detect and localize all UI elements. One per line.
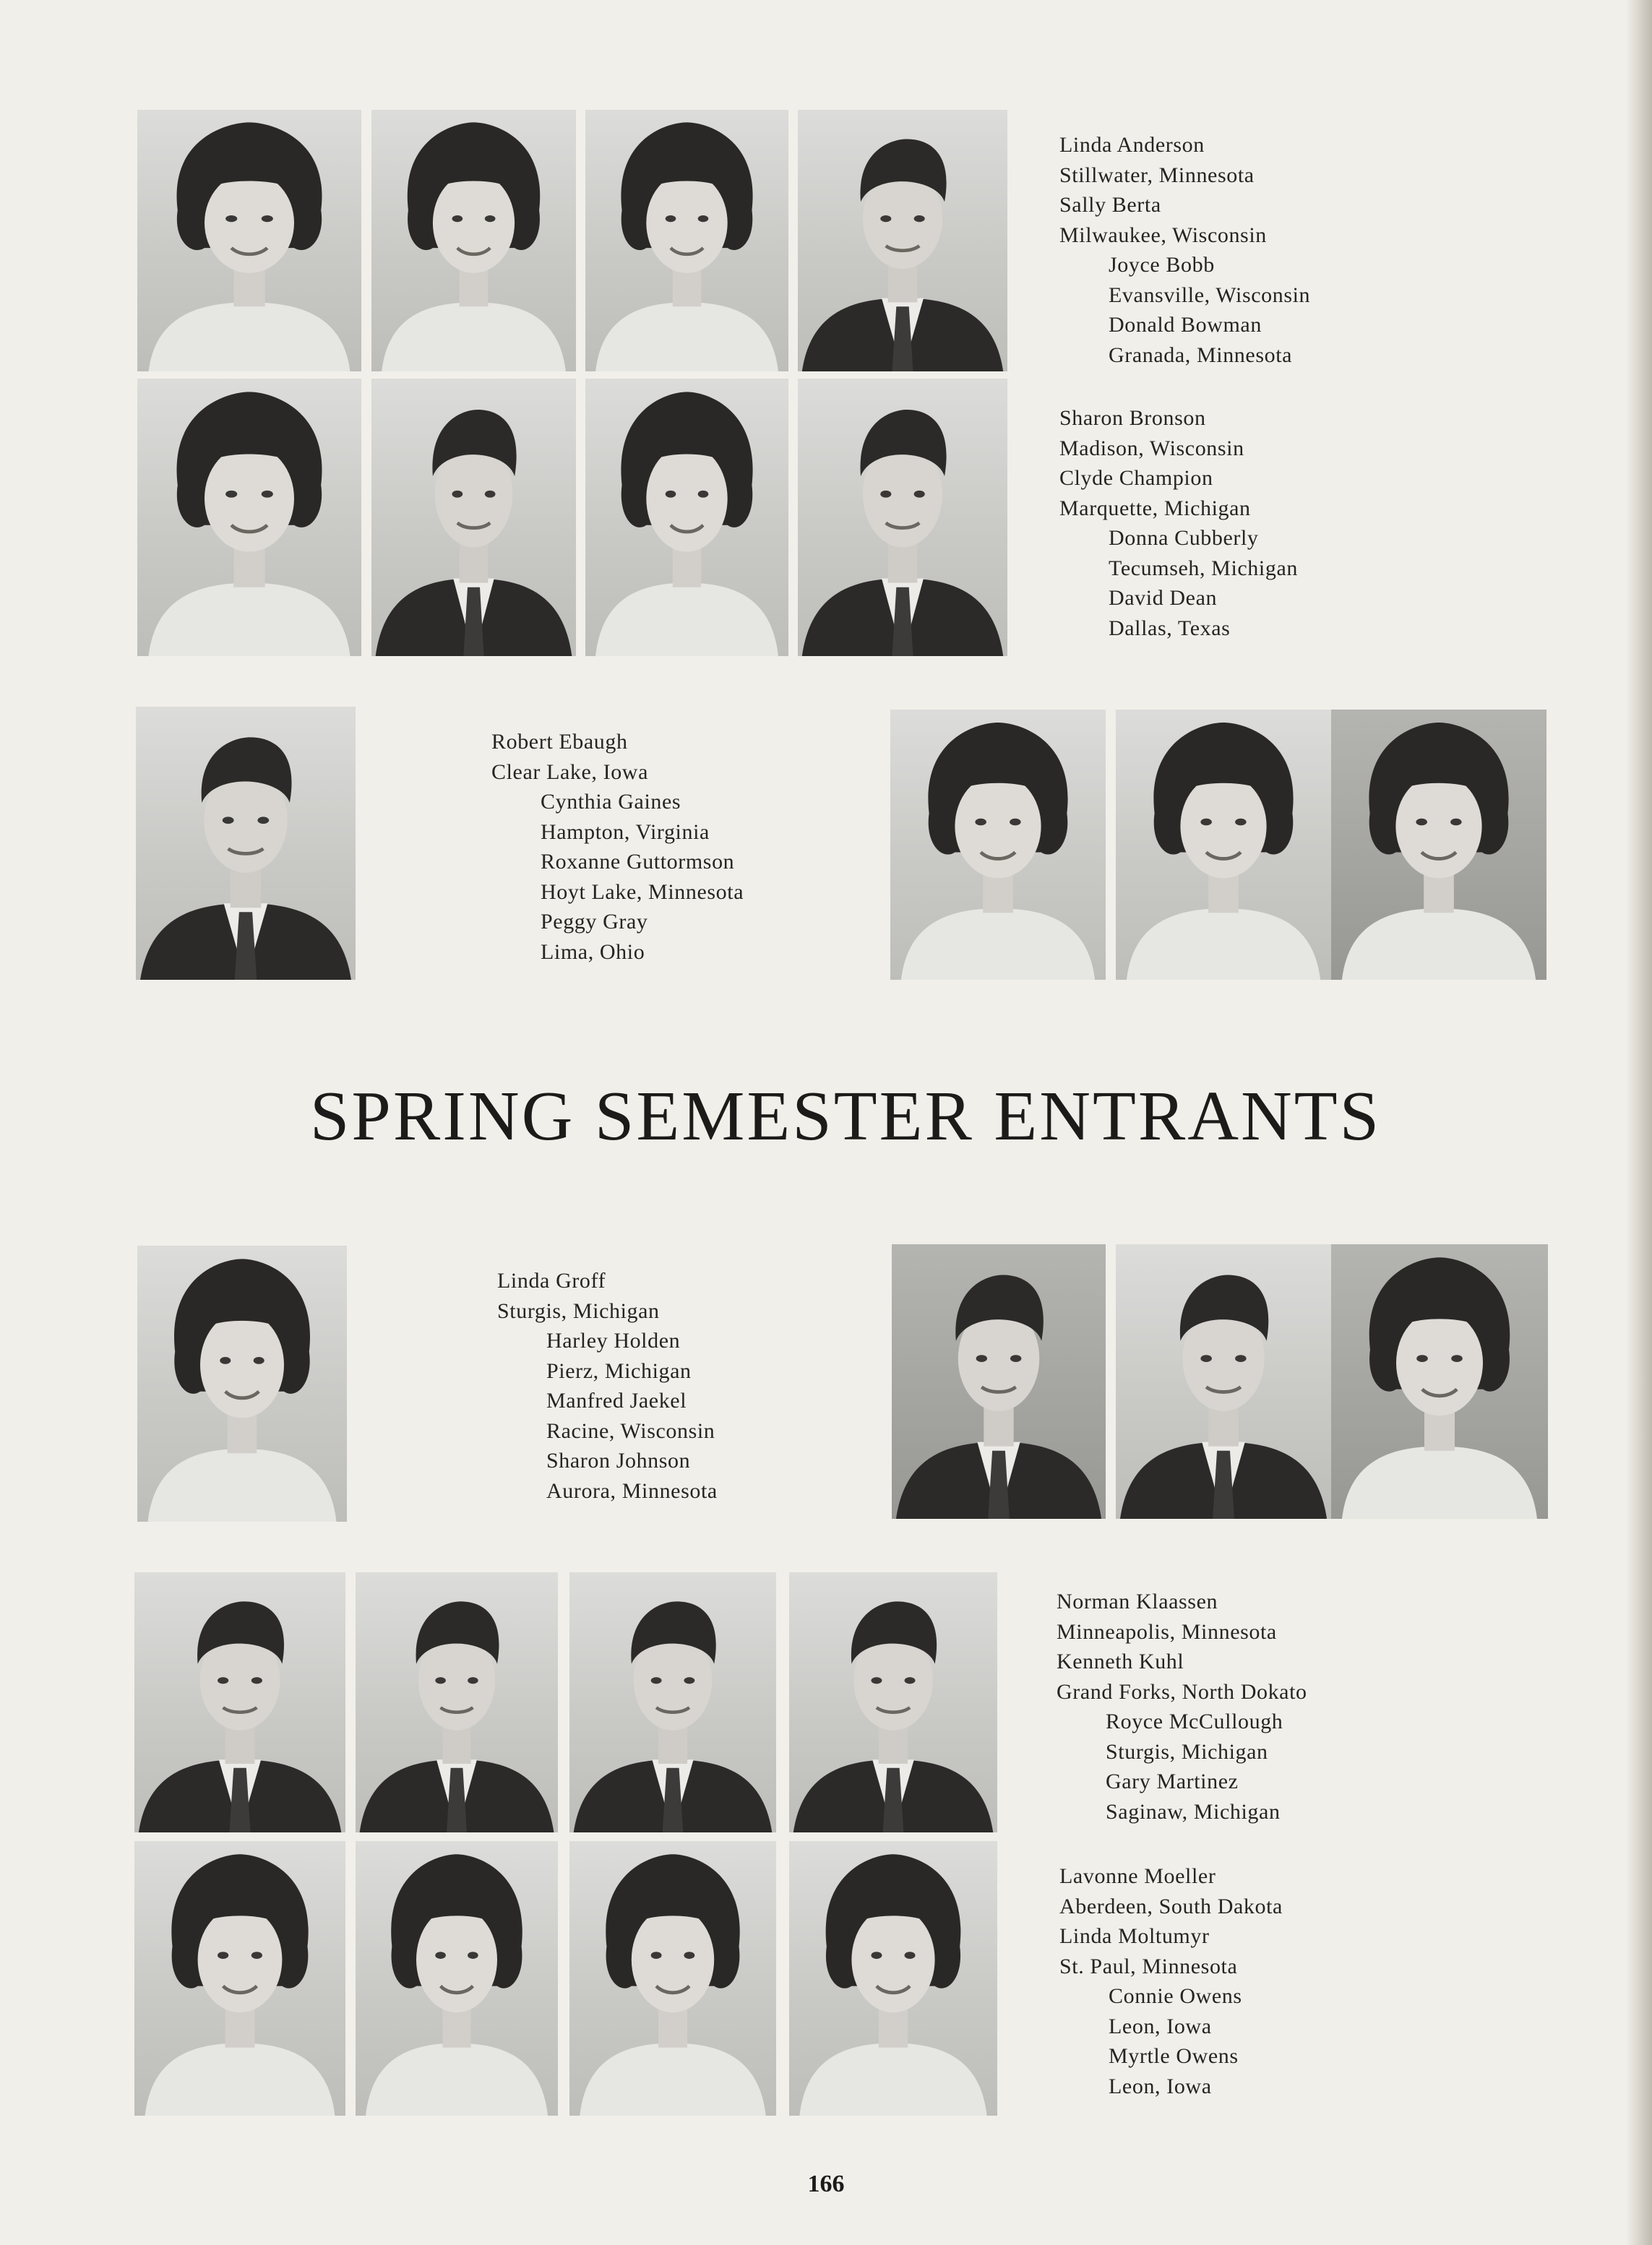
student-name: Robert Ebaugh	[491, 730, 628, 754]
student-name: Joyce Bobb	[1109, 253, 1215, 277]
student-name: David Dean	[1109, 586, 1218, 610]
student-portrait-photo	[789, 1572, 997, 1832]
student-hometown: Madison, Wisconsin	[1059, 436, 1244, 460]
page-number: 166	[807, 2171, 845, 2197]
student-name: Cynthia Gaines	[541, 790, 681, 814]
student-name: Gary Martinez	[1106, 1770, 1239, 1793]
student-entry	[491, 787, 744, 847]
student-hometown: Clear Lake, Iowa	[491, 759, 648, 784]
student-name: Royce McCullough	[1106, 1710, 1283, 1733]
student-entry	[1057, 1587, 1307, 1647]
student-portrait-photo	[1116, 1244, 1331, 1519]
student-hometown: Hoyt Lake, Minnesota	[541, 879, 744, 904]
student-entry	[1059, 403, 1298, 463]
student-name: Linda Moltumyr	[1059, 1924, 1210, 1948]
student-hometown: Leon, Iowa	[1109, 2014, 1212, 2038]
student-name: Harley Holden	[546, 1329, 681, 1353]
student-hometown: St. Paul, Minnesota	[1059, 1954, 1238, 1978]
student-hometown: Grand Forks, North Dokato	[1057, 1679, 1307, 1704]
student-portrait-photo	[1331, 1244, 1548, 1519]
caption-group-5	[1057, 1587, 1307, 1827]
student-portrait-photo	[137, 1246, 347, 1522]
student-hometown: Saginaw, Michigan	[1106, 1799, 1281, 1824]
student-entry	[1059, 2041, 1283, 2101]
student-hometown: Leon, Iowa	[1109, 2074, 1212, 2098]
student-entry	[1059, 1921, 1283, 1981]
student-portrait-photo	[585, 379, 788, 656]
student-portrait-photo	[569, 1572, 776, 1832]
student-hometown: Marquette, Michigan	[1059, 496, 1251, 520]
student-portrait-photo	[356, 1841, 558, 2116]
student-portrait-photo	[890, 710, 1106, 980]
student-entry	[491, 907, 744, 967]
student-portrait-photo	[356, 1572, 558, 1832]
student-entry	[1057, 1767, 1307, 1827]
student-entry	[497, 1326, 718, 1386]
student-hometown: Sturgis, Michigan	[1106, 1739, 1268, 1764]
student-entry	[497, 1266, 718, 1326]
student-name: Donald Bowman	[1109, 313, 1262, 337]
student-portrait-photo	[134, 1841, 345, 2116]
student-portrait-photo	[789, 1841, 997, 2116]
student-name: Linda Groff	[497, 1269, 606, 1293]
student-hometown: Dallas, Texas	[1109, 616, 1231, 640]
student-portrait-photo	[585, 110, 788, 371]
student-name: Myrtle Owens	[1109, 2044, 1239, 2068]
student-name: Lavonne Moeller	[1059, 1864, 1216, 1888]
student-entry	[1057, 1707, 1307, 1767]
student-hometown: Evansville, Wisconsin	[1109, 283, 1311, 307]
student-portrait-photo	[1116, 710, 1331, 980]
student-portrait-photo	[798, 110, 1007, 371]
student-name: Peggy Gray	[541, 910, 648, 934]
student-hometown: Milwaukee, Wisconsin	[1059, 223, 1267, 247]
student-name: Sharon Johnson	[546, 1449, 691, 1473]
student-portrait-photo	[134, 1572, 345, 1832]
student-hometown: Pierz, Michigan	[546, 1358, 692, 1383]
student-entry	[1059, 1861, 1283, 1921]
student-portrait-photo	[137, 379, 361, 656]
student-portrait-photo	[371, 379, 576, 656]
student-entry	[1059, 583, 1298, 643]
student-hometown: Sturgis, Michigan	[497, 1298, 660, 1323]
student-entry	[1059, 190, 1310, 250]
student-entry	[1059, 130, 1310, 190]
student-portrait-photo	[798, 379, 1007, 656]
student-name: Roxanne Guttormson	[541, 850, 735, 874]
student-portrait-photo	[569, 1841, 776, 2116]
student-entry	[1059, 523, 1298, 583]
student-name: Donna Cubberly	[1109, 526, 1259, 550]
student-entry	[491, 727, 744, 787]
student-entry	[491, 847, 744, 907]
section-heading: SPRING SEMESTER ENTRANTS	[309, 1077, 1382, 1155]
caption-group-3	[491, 727, 744, 967]
student-hometown: Tecumseh, Michigan	[1109, 556, 1298, 580]
student-portrait-photo	[1331, 710, 1546, 980]
student-entry	[497, 1386, 718, 1446]
student-name: Manfred Jaekel	[546, 1389, 687, 1413]
student-name: Kenneth Kuhl	[1057, 1650, 1184, 1673]
student-hometown: Aurora, Minnesota	[546, 1478, 718, 1503]
student-name: Norman Klaassen	[1057, 1590, 1218, 1613]
student-portrait-photo	[136, 707, 356, 980]
caption-group-6	[1059, 1861, 1283, 2101]
student-hometown: Granada, Minnesota	[1109, 342, 1293, 367]
student-hometown: Hampton, Virginia	[541, 819, 710, 844]
student-hometown: Racine, Wisconsin	[546, 1418, 715, 1443]
student-entry	[1057, 1647, 1307, 1707]
student-portrait-photo	[892, 1244, 1106, 1519]
student-entry	[1059, 250, 1310, 310]
student-portrait-photo	[371, 110, 576, 371]
student-name: Sharon Bronson	[1059, 406, 1206, 430]
student-entry	[1059, 1981, 1283, 2041]
caption-group-1	[1059, 130, 1310, 370]
student-hometown: Stillwater, Minnesota	[1059, 163, 1255, 187]
student-name: Connie Owens	[1109, 1984, 1242, 2008]
student-entry	[497, 1446, 718, 1506]
student-name: Linda Anderson	[1059, 133, 1205, 157]
student-hometown: Lima, Ohio	[541, 939, 645, 964]
student-entry	[1059, 463, 1298, 523]
student-name: Clyde Champion	[1059, 466, 1213, 490]
student-hometown: Minneapolis, Minnesota	[1057, 1619, 1277, 1644]
caption-group-4	[497, 1266, 718, 1506]
student-entry	[1059, 310, 1310, 370]
student-hometown: Aberdeen, South Dakota	[1059, 1894, 1283, 1918]
caption-group-2	[1059, 403, 1298, 643]
student-name: Sally Berta	[1059, 193, 1161, 217]
student-portrait-photo	[137, 110, 361, 371]
